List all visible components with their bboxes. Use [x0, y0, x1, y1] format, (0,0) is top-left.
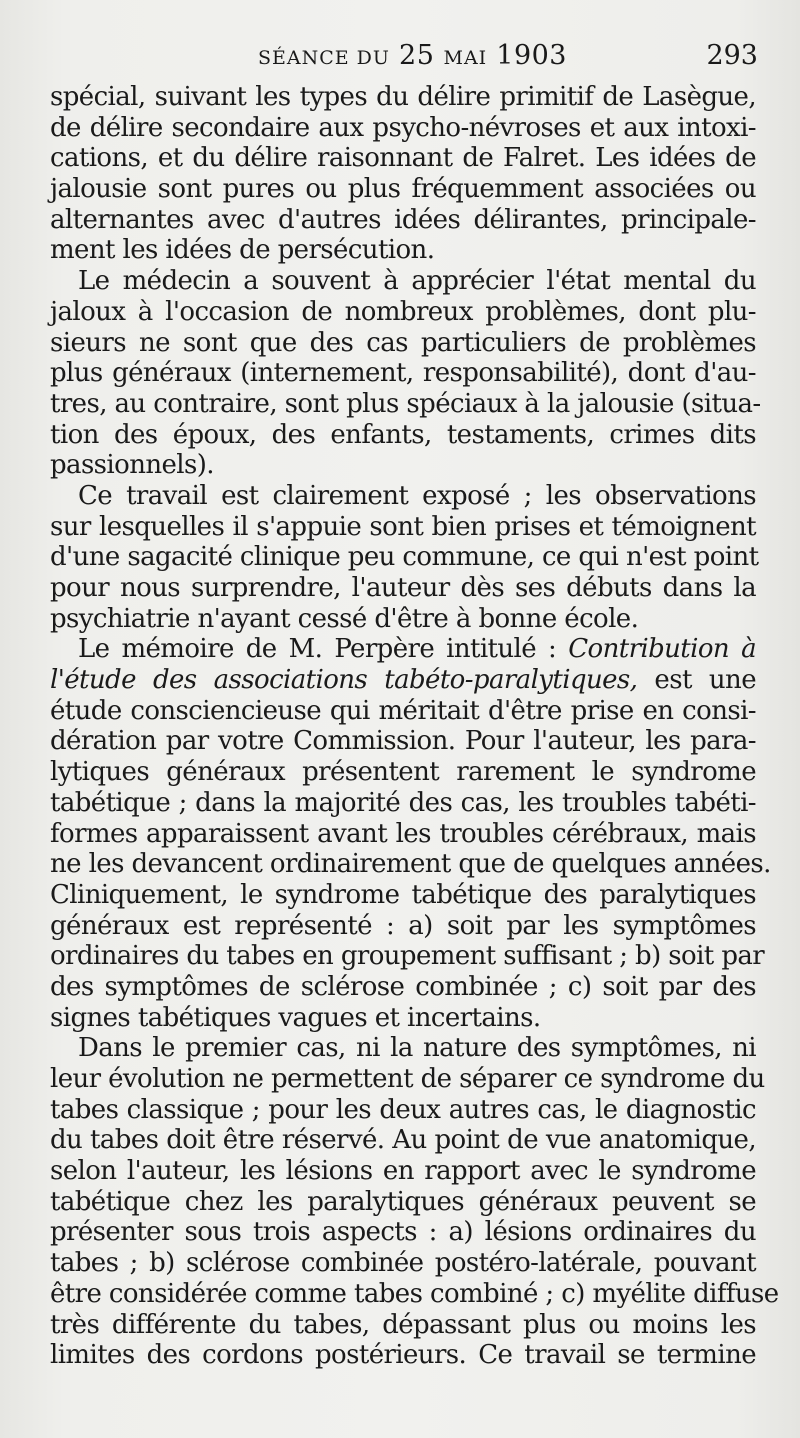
text-line-content: sieurs ne sont que des cas particuliers de problèmes — [50, 327, 756, 358]
text-line — [50, 297, 756, 328]
text-line — [50, 696, 756, 727]
text-line — [50, 911, 756, 942]
running-title — [258, 36, 567, 78]
text-line-italic: Contribution à — [568, 634, 756, 665]
text-line-content: du tabes doit être réservé. Au point de vue anatomique, — [50, 1125, 756, 1156]
text-line-content: de délire secondaire aux psycho-névroses et aux intoxi- — [50, 112, 756, 143]
text-line-content: limites des cordons postérieurs. Ce travail se termine — [50, 1340, 756, 1371]
text-line — [50, 972, 756, 1003]
text-line — [50, 205, 756, 236]
text-line — [50, 634, 756, 665]
text-line — [50, 1217, 756, 1248]
text-line — [50, 604, 756, 635]
text-line — [50, 235, 756, 266]
text-line — [50, 880, 756, 911]
text-line-content: tabes ; b) sclérose combinée postéro-latérale, pouvant — [50, 1248, 756, 1279]
text-line-content: spécial, suivant les types du délire primitif de Lasègue, — [50, 82, 756, 112]
body-text — [50, 82, 779, 1371]
text-line — [50, 941, 765, 972]
text-line-italic: l'étude des associations tabéto-paralytiques, — [50, 665, 638, 696]
text-line — [50, 1248, 756, 1279]
text-line-content: ne les devancent ordinairement que de quelques années. — [50, 849, 771, 880]
text-line — [50, 174, 756, 205]
text-line — [50, 420, 756, 451]
text-line-content: Le médecin a souvent à apprécier l'état mental du — [78, 266, 756, 297]
text-line — [50, 1340, 756, 1371]
text-line-content: Dans le premier cas, ni la nature des symptômes, ni — [78, 1033, 756, 1064]
page-number: 293 — [706, 40, 758, 71]
text-line-content: formes apparaissent avant les troubles cérébraux, mais — [50, 818, 756, 849]
text-line — [50, 1156, 756, 1187]
text-line-content: selon l'auteur, les lésions en rapport avec le syndrome — [50, 1156, 756, 1187]
text-line-content: leur évolution ne permettent de séparer ce syndrome du — [50, 1064, 765, 1094]
text-line-content: étude consciencieuse qui méritait d'être prise en consi- — [50, 695, 756, 726]
text-line-content: être considérée comme tabes combiné ; c) myélite diffuse — [50, 1278, 779, 1309]
text-line — [50, 512, 756, 543]
text-line-content: tabes classique ; pour les deux autres cas, le diagnostic — [50, 1094, 756, 1125]
running-title-day: 25 — [399, 40, 435, 71]
text-line-content: psychiatrie n'ayant cessé d'être à bonne école. — [50, 603, 639, 634]
text-line-content: ordinaires du tabes en groupement suffisant ; b) soit par — [50, 941, 765, 972]
text-line-content: passionnels). — [50, 450, 214, 481]
text-line-content: dération par votre Commission. Pour l'auteur, les para- — [50, 726, 756, 757]
text-line-content: présenter sous trois aspects : a) lésions ordinaires du — [50, 1217, 756, 1248]
text-line-content: ment les idées de persécution. — [50, 235, 435, 266]
running-title-prefix: SÉANCE DU — [258, 47, 390, 69]
running-title-month: MAI — [443, 47, 488, 69]
text-line-content: cations, et du délire raisonnant de Falret. Les idées de — [50, 143, 756, 174]
text-line — [50, 1187, 756, 1218]
text-line — [50, 143, 756, 174]
text-line-content: tabétique ; dans la majorité des cas, les troubles tabéti- — [50, 787, 756, 818]
text-line-content: sur lesquelles il s'appuie sont bien prises et témoignent — [50, 511, 756, 542]
text-line-content: d'une sagacité clinique peu commune, ce qui n'est point — [50, 542, 759, 573]
text-line — [50, 328, 756, 359]
text-line — [50, 819, 756, 850]
text-line — [50, 1125, 756, 1156]
text-line — [50, 757, 756, 788]
text-line-content: généraux est représenté : a) soit par les symptômes — [50, 910, 756, 941]
text-line — [50, 1003, 756, 1034]
text-line — [50, 481, 756, 512]
text-line — [50, 358, 756, 389]
text-line — [50, 1310, 756, 1341]
text-line — [50, 573, 756, 604]
text-line-content: tion des époux, des enfants, testaments, crimes dits — [50, 419, 756, 450]
text-line — [50, 113, 756, 144]
text-line-content: plus généraux (internement, responsabilité), dont d'au- — [50, 358, 756, 389]
text-line-content: alternantes avec d'autres idées délirantes, principale- — [50, 204, 756, 235]
text-line-content: Ce travail est clairement exposé ; les observations — [78, 480, 756, 511]
text-line-content: jaloux à l'occasion de nombreux problèmes, dont plu- — [50, 296, 756, 327]
text-line — [50, 1278, 779, 1310]
running-title-year: 1903 — [496, 40, 567, 71]
text-line-content: très différente du tabes, dépassant plus ou moins les — [50, 1309, 756, 1340]
text-line-content: tabétique chez les paralytiques généraux peuvent se — [50, 1186, 756, 1217]
text-line — [50, 1033, 756, 1064]
text-line — [50, 1095, 756, 1126]
text-line-content: Le mémoire de M. Perpère intitulé : — [78, 634, 569, 665]
text-line — [50, 849, 771, 880]
text-line — [50, 1064, 765, 1095]
text-line-tail: est une — [637, 665, 756, 696]
text-line-content: tres, au contraire, sont plus spéciaux à la jalousie (situa- — [50, 388, 761, 419]
text-line — [50, 388, 761, 420]
text-line — [50, 726, 756, 757]
text-line — [50, 665, 756, 696]
text-line-content: jalousie sont pures ou plus fréquemment associées ou — [50, 174, 756, 205]
running-head — [50, 36, 758, 76]
text-line — [50, 542, 759, 573]
text-line-content: lytiques généraux présentent rarement le syndrome — [50, 757, 756, 788]
text-line — [50, 788, 756, 819]
text-line — [50, 266, 756, 297]
text-line-content: pour nous surprendre, l'auteur dès ses débuts dans la — [50, 573, 756, 603]
text-line-content: Cliniquement, le syndrome tabétique des paralytiques — [50, 879, 756, 910]
text-line-content: des symptômes de sclérose combinée ; c) soit par des — [50, 971, 756, 1002]
text-line — [50, 450, 756, 481]
text-line — [50, 82, 756, 113]
text-line-content: signes tabétiques vagues et incertains. — [50, 1002, 541, 1033]
